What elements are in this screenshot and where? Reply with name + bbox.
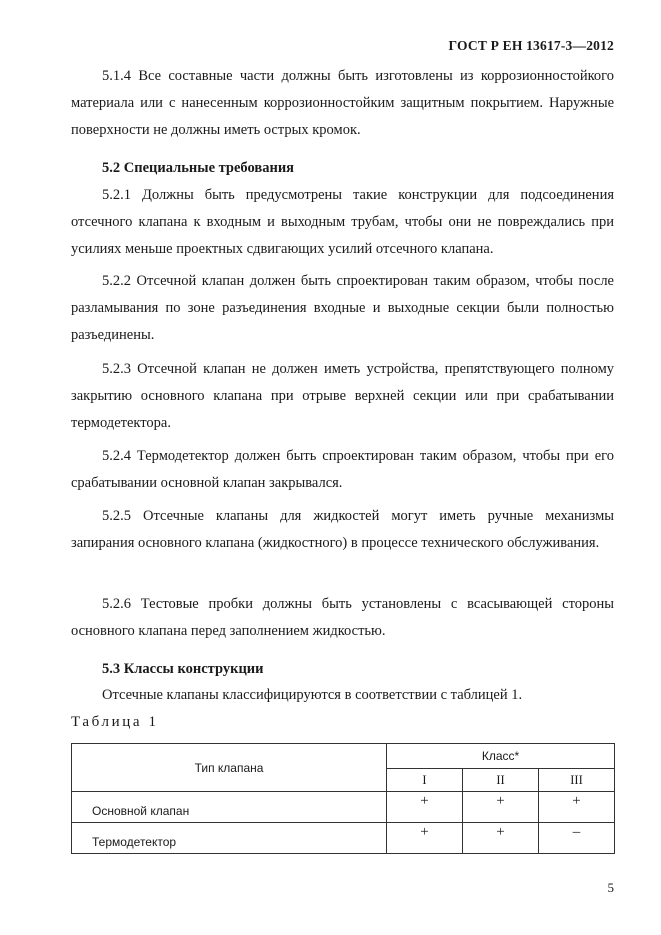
cell-mark: + — [463, 792, 539, 823]
class-header-1: I — [387, 769, 463, 792]
paragraph-5-1-4: 5.1.4 Все составные части должны быть изготовлены из коррозионностойкого материала или с нанесенным коррозионностойким защитным покрытием. Наружные поверхности не должны иметь острых кромок. — [71, 68, 614, 138]
row-label: Термодетектор — [72, 823, 387, 854]
standard-header: ГОСТ Р ЕН 13617-3—2012 — [448, 38, 614, 53]
paragraph-5-2-1: 5.2.1 Должны быть предусмотрены такие конструкции для подсоединения отсечного клапана к входным и выходным трубам, чтобы они не повреждались при усилиях меньше проектных сдвигающих усилий отсечного клапана. — [71, 187, 614, 257]
table-row — [72, 792, 615, 823]
paragraph-5-2-4: 5.2.4 Термодетектор должен быть спроектирован таким образом, чтобы при его срабатывании основной клапан закрывался. — [71, 448, 614, 491]
paragraph-5-2-6: 5.2.6 Тестовые пробки должны быть установлены с всасывающей стороны основного клапана перед заполнением жидкостью. — [71, 596, 614, 639]
paragraph-5-3: Отсечные клапаны классифицируются в соответствии с таблицей 1. — [102, 687, 523, 703]
cell-mark: + — [387, 823, 463, 854]
row-label: Основной клапан — [72, 792, 387, 823]
class-header-3: III — [539, 769, 615, 792]
paragraph-5-2-3: 5.2.3 Отсечной клапан не должен иметь устройства, препятствующего полному закрытию основного клапана при отрыве верхней секции или при срабатывании термодетектора. — [71, 361, 614, 431]
valve-class-table — [71, 743, 615, 854]
cell-mark: + — [387, 792, 463, 823]
cell-mark: – — [539, 823, 615, 854]
page-number: 5 — [607, 880, 614, 895]
section-heading-5-2: 5.2 Специальные требования — [102, 160, 295, 176]
table-caption: Таблица 1 — [71, 714, 159, 730]
column-header-valve-type: Тип клапана — [72, 744, 387, 792]
class-header-2: II — [463, 769, 539, 792]
paragraph-5-2-5: 5.2.5 Отсечные клапаны для жидкостей могут иметь ручные механизмы запирания основного клапана (жидкостного) в процессе технического обслуживания. — [71, 508, 614, 551]
cell-mark: + — [539, 792, 615, 823]
table-row — [72, 823, 615, 854]
column-header-class: Класс* — [387, 744, 615, 769]
paragraph-5-2-2: 5.2.2 Отсечной клапан должен быть спроектирован таким образом, чтобы после разламывания по зоне разъединения входные и выходные секции были полностью разъединены. — [71, 273, 614, 343]
section-heading-5-3: 5.3 Классы конструкции — [102, 661, 264, 677]
cell-mark: + — [463, 823, 539, 854]
